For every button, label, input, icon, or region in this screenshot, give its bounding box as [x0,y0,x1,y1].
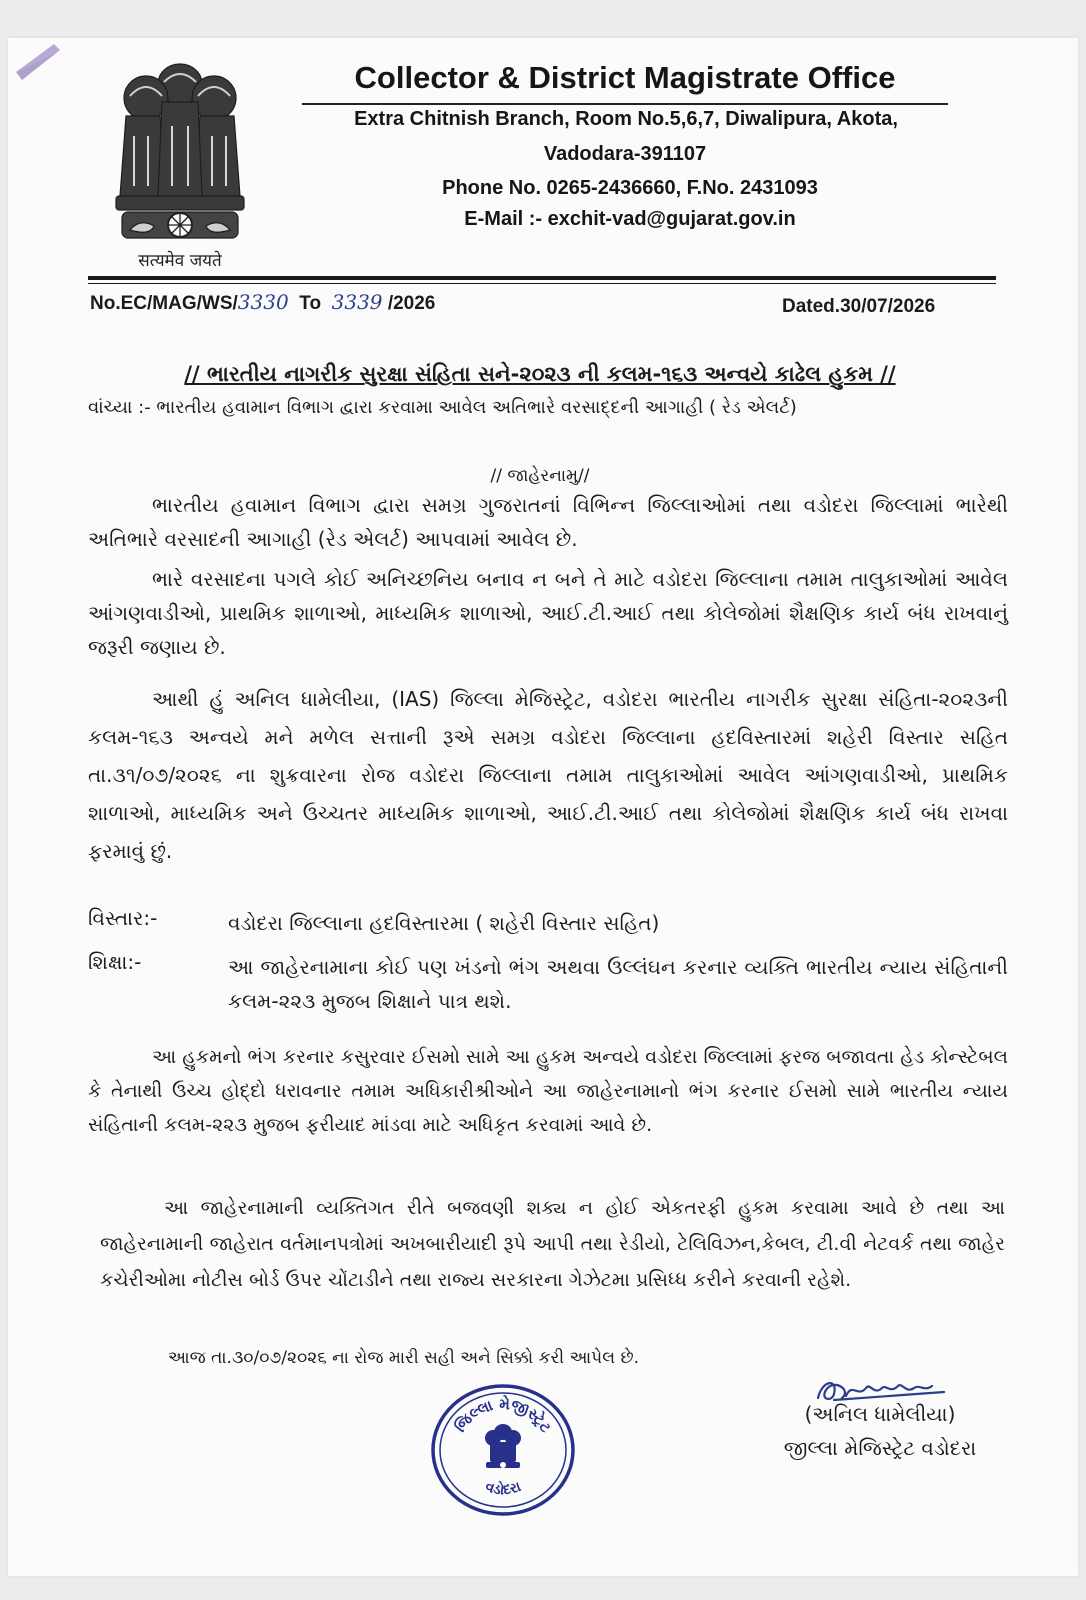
header-rule-thin [88,283,996,284]
seal-emblem-icon [485,1424,521,1468]
reference-year: /2026 [387,293,436,314]
signatory-designation: જીલ્લા મેજિસ્ટ્રેટ વડોદરા [783,1436,977,1460]
reference-to-label: To [299,293,322,314]
svg-text:વડોદરા [483,1479,524,1499]
national-emblem-icon [100,56,260,248]
title-underline [302,103,948,105]
paragraph-enforcement: આ હુકમનો ભંગ કરનાર કસુરવાર ઈસમો સામે આ હુકમ અન્વયે વડોદરા જિલ્લામાં ફરજ બજાવતા હેડ કોન્સ્ટેબલ કે તેનાથી ઉચ્ચ હોદ્દો ધરાવનાર તમામ અધિકારીશ્રીઓને આ જાહેરનામાનો ભંગ કરનાર ઈસમો સામે ભારતીય ન્યાય સંહિતાની કલમ-૨૨૩ મુજબ ફરીયાદ માંડવા માટે અધિકૃત કરવામાં આવે છે. [88,1046,1008,1136]
paragraph-order: આથી હું અનિલ ધામેલીયા, (IAS) જિલ્લા મેજિસ્ટ્રેટ, વડોદરા ભારતીય નાગરીક સુરક્ષા સંહિતા-૨૦૨૩ની કલમ-૧૬૩ અન્વયે મને મળેલ સત્તાની રૂએ સમગ્ર વડોદરા જિલ્લાના હદવિસ્તારમાં શહેરી વિસ્તાર સહિત તા.૩૧/૦૭/૨૦૨૬ ના શુક્રવારના રોજ વડોદરા જિલ્લાના તમામ તાલુકાઓમાં આવેલ આંગણવાડીઓ, પ્રાથમિક શાળાઓ, માધ્યમિક અને ઉચ્ચતર માધ્યમિક શાળાઓ, આઈ.ટી.આઈ તથા કોલેજોમાં શૈક્ષણિક કાર્ય બંધ રાખવા ફરમાવું છું. [88,687,1008,863]
signing-date-line: આજ તા.૩૦/૦૭/૨૦૨૬ ના રોજ મારી સહી અને સિક્કો કરી આપેલ છે. [168,1348,639,1368]
email-line: E-Mail :- exchit-vad@gujarat.gov.in [464,208,796,230]
phone-line: Phone No. 0265-2436660, F.No. 2431093 [442,177,818,199]
paragraph-forecast: ભારતીય હવામાન વિભાગ દ્વારા સમગ્ર ગુજરાતનાં વિભિન્ન જિલ્લાઓમાં તથા વડોદરા જિલ્લામાં ભારેથી અતિભારે વરસાદની આગાહી (રેડ એલર્ટ) આપવામાં આવેલ છે. [88,493,1008,551]
seal-top-text: જિલ્લા મેજીસ્ટ્રેટ [451,1394,556,1436]
folded-corner-icon [14,42,70,88]
document-date: Dated.30/07/2026 [782,296,936,317]
national-emblem [100,56,260,274]
header-rule-thick [88,276,996,280]
district-magistrate-seal [428,1380,578,1520]
subject-heading: // ભારતીય નાગરીક સુરક્ષા સંહિતા સને-૨૦૨૩ ની કલમ-૧૬૩ અન્વયે કાઢેલ હુકમ // [184,362,896,386]
read-reference: વાંચ્યા :- ભારતીય હવામાન વિભાગ દ્વારા કરવામા આવેલ અતિભારે વરસાદ્દની આગાહી ( રેડ એલર્ટ) [88,397,797,418]
penalty-value: આ જાહેરનામાના કોઈ પણ ખંડનો ભંગ અથવા ઉલ્લંઘન કરનાર વ્યક્તિ ભારતીય ન્યાય સંહિતાની કલમ-૨૨૩ મુજબ શિક્ષાને પાત્ર થશે. [228,955,1008,1013]
address-line-1: Extra Chitnish Branch, Room No.5,6,7, Diwalipura, Akota, [354,108,898,130]
penalty-label: શિક્ષા:- [88,950,142,974]
paragraph-necessity: ભારે વરસાદના પગલે કોઈ અનિચ્છનિય બનાવ ન બને તે માટે વડોદરા જિલ્લાના તમામ તાલુકાઓમાં આવેલ આંગણવાડીઓ, પ્રાથમિક શાળાઓ, માધ્યમિક શાળાઓ, આઈ.ટી.આઈ તથા કોલેજોમાં શૈક્ષણિક કાર્ય બંધ રાખવાનું જરૂરી જણાય છે. [88,567,1008,659]
seal-bottom-text: વડોદરા [482,1478,523,1499]
address-line-2: Vadodara-391107 [543,143,707,165]
reference-prefix: No.EC/MAG/WS/ [90,293,238,314]
reference-to-number: 3339 [331,290,383,314]
area-value: વડોદરા જિલ્લાના હદવિસ્તારમા ( શહેરી વિસ્તાર સહિત) [228,911,660,935]
office-title: Collector & District Magistrate Office [354,60,896,95]
emblem-motto: सत्यमेव जयते [138,251,222,271]
area-label: વિસ્તાર:- [88,906,158,930]
paragraph-publication: આ જાહેરનામાની વ્યક્તિગત રીતે બજવણી શક્ય ન હોઈ એકતરફી હુકમ કરવામા આવે છે તથા આ જાહેરનામાની જાહેરાત વર્તમાનપત્રોમાં અખબારીયાદી રૂપે આપી તથા રેડીયો, ટેલિવિઝન,કેબલ, ટી.વી નેટવર્ક તથા જાહેર કચેરીઓમા નોટીસ બોર્ડ ઉપર ચોંટાડીને તથા રાજ્ય સરકારના ગેઝેટમા પ્રસિધ્ધ કરીને કરવાની રહેશે. [100,1197,1005,1291]
reference-from-number: 3330 [237,290,289,314]
notice-heading: // જાહેરનામુ// [490,466,590,486]
signatory-name: (અનિલ ધામેલીયા) [804,1402,956,1426]
reference-number [90,290,435,315]
